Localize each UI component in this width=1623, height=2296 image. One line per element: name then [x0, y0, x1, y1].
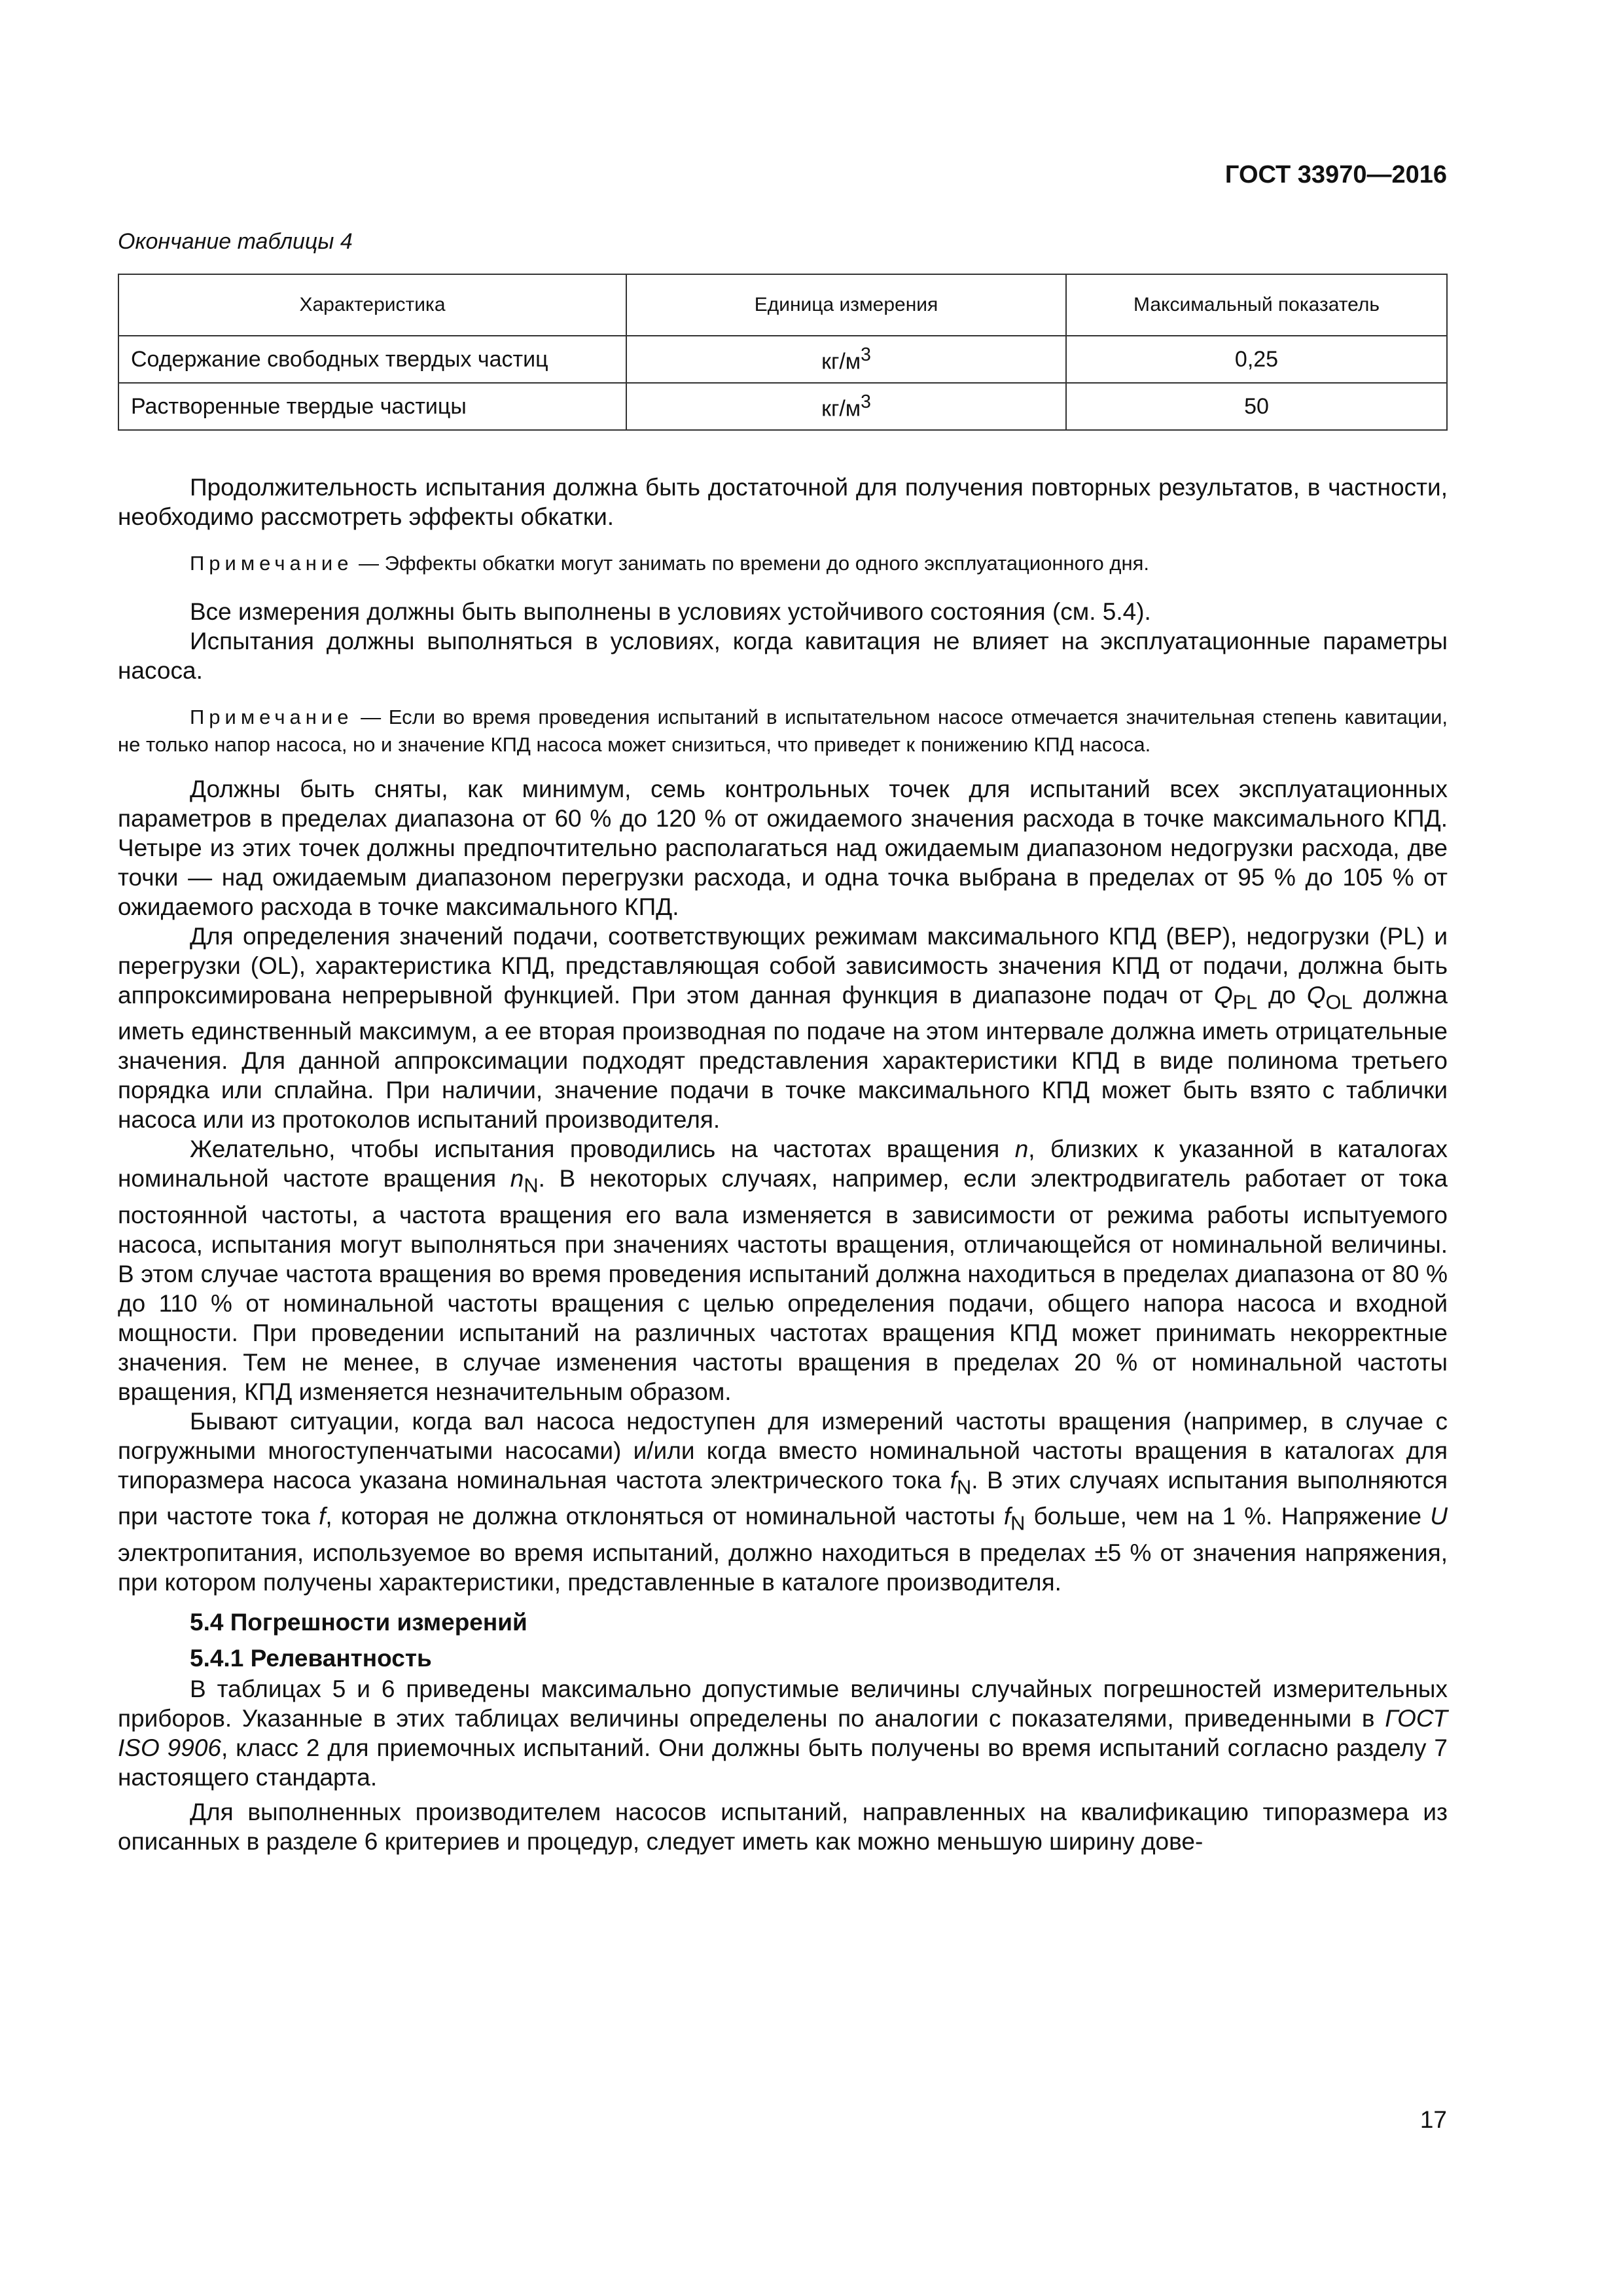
cell-unit	[626, 336, 1066, 383]
document-body	[118, 473, 1448, 1856]
subsection-heading: 5.4.1 Релевантность	[190, 1644, 432, 1672]
text-run: больше, чем на 1 %. Напряжение	[1025, 1503, 1431, 1530]
subscript-ol: OL	[1325, 990, 1353, 1014]
text-run: до	[1257, 982, 1307, 1009]
paragraph	[118, 1674, 1448, 1792]
paragraph: Все измерения должны быть выполнены в условиях устойчивого состояния (см. 5.4).	[190, 598, 1151, 625]
text-run: , близких к указанной в каталогах номинальной частоте вращения	[118, 1136, 1448, 1193]
text-run: . В некоторых случаях, например, если электродвигатель работает от тока постоянной частоты, а частота вращения его вала изменяется в зависимости от режима работы испытуемого насоса, испытания могут выполняться при значениях частоты вращения, отличающейся от номинальной величины. В этом случае частота вращения во время проведения испытаний должна находиться в пределах диапазона от 80 % до 110 % от номинальной частоты вращения с целью определения подачи, общего напора насоса и входной мощности. При проведении испытаний на различных частотах вращения КПД может принимать некорректные значения. Тем не менее, в случае изменения частоты вращения в пределах 20 % от номинальной частоты вращения, КПД изменяется незначительным образом.	[118, 1165, 1448, 1405]
text-run: электропитания, используемое во время испытаний, должно находиться в пределах ±5 % от значения напряжения, при котором получены характеристики, представленные в каталоге производителя.	[118, 1539, 1448, 1596]
paragraph	[118, 1407, 1448, 1597]
subscript-n: N	[524, 1174, 539, 1197]
subscript-n: N	[956, 1475, 972, 1499]
document-header: ГОСТ 33970—2016	[1224, 161, 1447, 188]
note-text: — Если во время проведения испытаний в испытательном насосе отмечается значительная степень кавитации, не только напор насоса, но и значение КПД насоса может снизиться, что приведет к понижению КПД насоса.	[118, 706, 1448, 756]
text-run: Бывают ситуации, когда вал насоса недоступен для измерений частоты вращения (например, в случае с погружными многоступенчатыми насосами) и/или когда вместо номинальной частоты вращения в каталогах для типоразмера насоса указана номинальная частота электрического тока	[118, 1407, 1448, 1494]
subscript-pl: PL	[1232, 990, 1258, 1014]
symbol-q: Q	[1306, 982, 1326, 1009]
standard-reference: ГОСТ ISO 9906	[118, 1704, 1448, 1761]
text-run: , класс 2 для приемочных испытаний. Они должны быть получены во время испытаний согласно разделу 7 настоящего стандарта.	[118, 1734, 1448, 1791]
column-header: Характеристика	[118, 274, 626, 336]
table-caption: Окончание таблицы 4	[118, 229, 353, 254]
symbol-n: n	[1014, 1136, 1029, 1163]
column-header: Максимальный показатель	[1066, 274, 1447, 336]
symbol-n: n	[510, 1165, 524, 1193]
symbol-f: f	[1003, 1503, 1011, 1530]
text-run: Желательно, чтобы испытания проводились на частотах вращения	[190, 1136, 1015, 1163]
text-run: В таблицах 5 и 6 приведены максимально допустимые величины случайных погрешностей измерительных приборов. Указанные в этих таблицах величины определены по аналогии с показателями, приведенными в	[118, 1675, 1448, 1732]
cell-unit	[626, 383, 1066, 430]
paragraph: Испытания должны выполняться в условиях, когда кавитация не влияет на эксплуатационные параметры насоса.	[118, 628, 1448, 684]
note-label: Примечание	[190, 552, 353, 575]
unit-text: кг/м	[821, 349, 861, 374]
cell-max-value: 0,25	[1066, 336, 1447, 383]
cell-characteristic: Растворенные твердые частицы	[118, 383, 626, 430]
note	[118, 550, 1448, 577]
paragraph: Продолжительность испытания должна быть достаточной для получения повторных результатов, в частности, необходимо рассмотреть эффекты обкатки.	[118, 474, 1448, 530]
symbol-f: f	[950, 1466, 957, 1494]
note-label: Примечание	[190, 706, 353, 728]
table-row	[118, 336, 1447, 383]
note-text: — Эффекты обкатки могут занимать по времени до одного эксплуатационного дня.	[353, 552, 1149, 575]
column-header: Единица измерения	[626, 274, 1066, 336]
unit-power: 3	[861, 391, 871, 412]
symbol-u: U	[1430, 1503, 1448, 1530]
note	[118, 704, 1448, 759]
section-heading: 5.4 Погрешности измерений	[190, 1608, 527, 1636]
table-row	[118, 383, 1447, 430]
subscript-n: N	[1010, 1511, 1026, 1535]
text-run: . В этих случаях испытания выполняются при частоте тока	[118, 1466, 1448, 1530]
table-header-row	[118, 274, 1447, 336]
unit-power: 3	[861, 344, 871, 365]
paragraph: Для выполненных производителем насосов испытаний, направленных на квалификацию типоразмера из описанных в разделе 6 критериев и процедур, следует иметь как можно меньшую ширину дове-	[118, 1798, 1448, 1855]
paragraph	[118, 1134, 1448, 1406]
paragraph: Должны быть сняты, как минимум, семь контрольных точек для испытаний всех эксплуатационных параметров в пределах диапазона от 60 % до 120 % от ожидаемого значения расхода в точке максимального КПД. Четыре из этих точек должны предпочтительно располагаться над ожидаемым диапазоном недогрузки расхода, две точки — над ожидаемым диапазоном перегрузки расхода, и одна точка выбрана в пределах от 95 % до 105 % от ожидаемого расхода в точке максимального КПД.	[118, 776, 1448, 920]
text-run: должна иметь единственный максимум, а ее вторая производная по подаче на этом интервале должна иметь отрицательные значения. Для данной аппроксимации подходят представления характеристики КПД в виде полинома третьего порядка или сплайна. При наличии, значение подачи в точке максимального КПД может быть взято с таблички насоса или из протоколов испытаний производителя.	[118, 982, 1448, 1134]
paragraph	[118, 922, 1448, 1134]
unit-text: кг/м	[821, 396, 861, 422]
page-number: 17	[1419, 2106, 1447, 2133]
text-run: Для определения значений подачи, соответствующих режимам максимального КПД (ВЕР), недогрузки (PL) и перегрузки (OL), характеристика КПД, представляющая собой зависимость значения КПД от подачи, должна быть аппроксимирована непрерывной функцией. При этом данная функция в диапазоне подач от	[118, 923, 1448, 1009]
text-run: , которая не должна отклоняться от номинальной частоты	[325, 1503, 1004, 1530]
cell-max-value: 50	[1066, 383, 1447, 430]
symbol-q: Q	[1213, 982, 1233, 1009]
cell-characteristic: Содержание свободных твердых частиц	[118, 336, 626, 383]
symbol-f: f	[319, 1503, 326, 1530]
table-4	[118, 274, 1448, 431]
